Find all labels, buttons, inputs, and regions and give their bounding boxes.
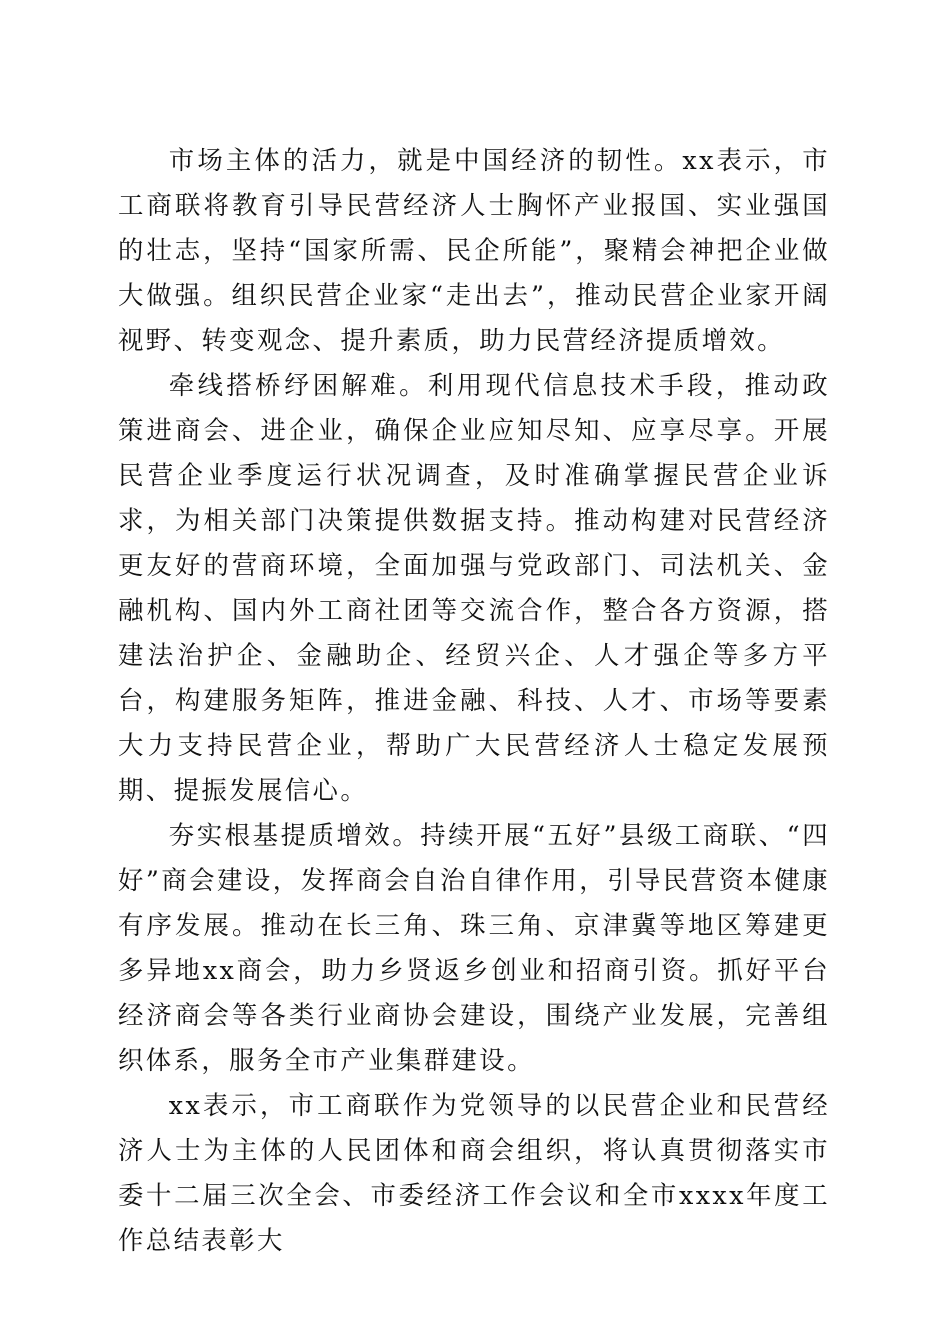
- paragraph-market-vitality: 市场主体的活力，就是中国经济的韧性。xx表示，市工商联将教育引导民营经济人士胸怀产业报国、实业强国的壮志，坚持“国家所需、民企所能”，聚精会神把企业做大做强。组织民营企业家“走出去”，推动民营企业家开阔视野、转变观念、提升素质，助力民营经济提质增效。: [118, 145, 830, 355]
- document-body: [118, 138, 830, 1263]
- paragraph-federation-role: xx表示，市工商联作为党领导的以民营企业和民营经济人士为主体的人民团体和商会组织，将认真贯彻落实市委十二届三次全会、市委经济工作会议和全市xxxx年度工作总结表彰大: [118, 1090, 830, 1255]
- paragraph-bridge-building: 牵线搭桥纾困解难。利用现代信息技术手段，推动政策进商会、进企业，确保企业应知尽知、应享尽享。开展民营企业季度运行状况调查，及时准确掌握民营企业诉求，为相关部门决策提供数据支持。推动构建对民营经济更友好的营商环境，全面加强与党政部门、司法机关、金融机构、国内外工商社团等交流合作，整合各方资源，搭建法治护企、金融助企、经贸兴企、人才强企等多方平台，构建服务矩阵，推进金融、科技、人才、市场等要素大力支持民营企业，帮助广大民营经济人士稳定发展预期、提振发展信心。: [118, 370, 830, 805]
- paragraph-foundation: 夯实根基提质增效。持续开展“五好”县级工商联、“四好”商会建设，发挥商会自治自律作用，引导民营资本健康有序发展。推动在长三角、珠三角、京津冀等地区筹建更多异地xx商会，助力乡贤返乡创业和招商引资。抓好平台经济商会等各类行业商协会建设，围绕产业发展，完善组织体系，服务全市产业集群建设。: [118, 820, 830, 1075]
